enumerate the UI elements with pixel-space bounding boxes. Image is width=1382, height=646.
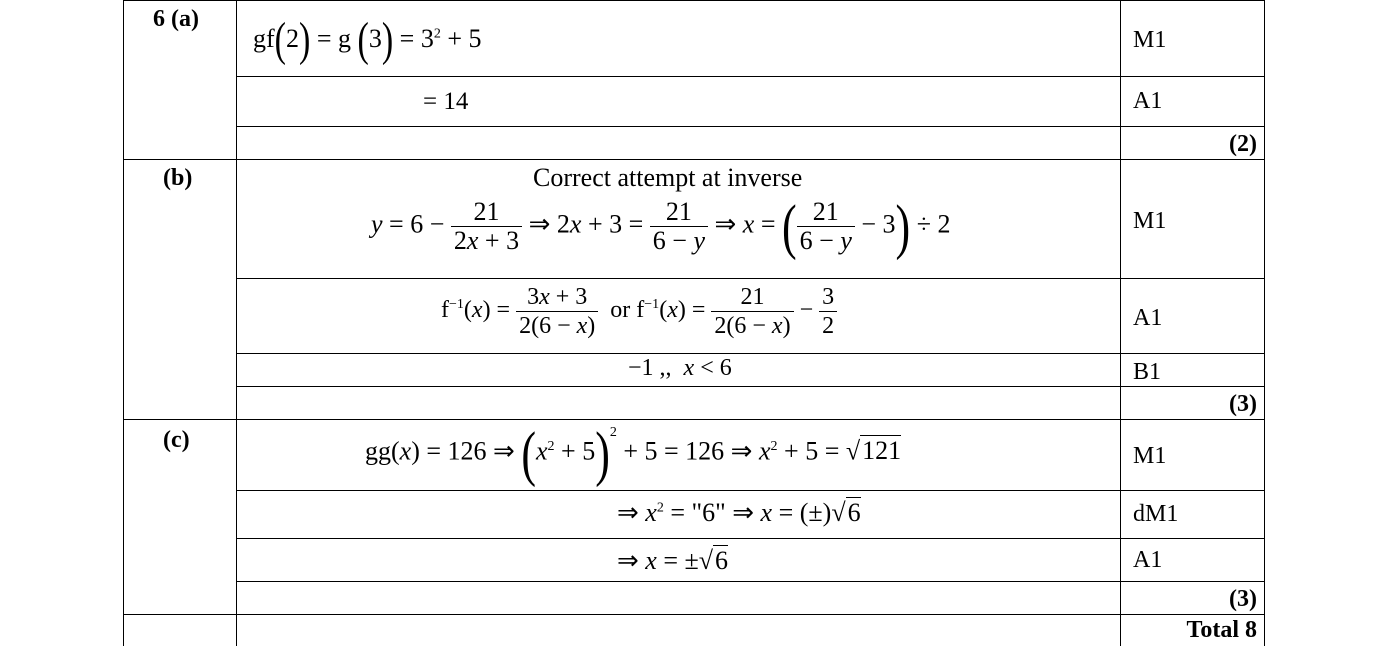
mark-b-2: A1	[1133, 305, 1163, 331]
mark-c-3: A1	[1133, 547, 1163, 573]
row-divider	[236, 386, 1265, 387]
part-c-working-line-3: ⇒ x = ±√6	[617, 546, 729, 575]
part-a-working-line-1: gf(2) = g $(3) = 3^2 + 5$	[253, 14, 482, 67]
mark-a-1: M1	[1133, 27, 1167, 53]
question-total: Total 8	[1186, 617, 1257, 643]
part-c-working-line-1: gg(x) = 126 ⇒ $(x^2 + 5)^2 + 5 = 126$ ⇒ $x^2 + 5 = √121$	[365, 419, 902, 488]
table-divider-question	[236, 0, 237, 646]
row-divider	[236, 278, 1265, 279]
part-b-working-line-3: −1 ,, x < 6	[628, 355, 732, 381]
row-divider	[236, 581, 1265, 582]
row-border-top	[123, 0, 1265, 1]
row-divider	[236, 126, 1265, 127]
or-word: or	[610, 297, 631, 324]
section-divider	[123, 419, 1265, 420]
subtotal-a: (2)	[1229, 131, 1257, 157]
row-divider	[236, 76, 1265, 77]
row-divider	[236, 538, 1265, 539]
question-label-b: (b)	[163, 165, 193, 191]
mark-c-2: dM1	[1133, 501, 1179, 527]
part-c-working-line-2: ⇒ $x^2$ = "6" ⇒ x = (±)√6	[617, 498, 861, 527]
section-divider	[123, 614, 1265, 615]
part-b-working-line-1: y = 6 − $\frac{21}{2x + 3}$ ⇒ 2x + 3 = $\frac{21}{6 - y}$ ⇒ x = ( $\frac{21}{6 - y}$ − 3) ÷ 2	[371, 192, 951, 261]
subtotal-b: (3)	[1229, 391, 1257, 417]
section-divider	[123, 159, 1265, 160]
mark-a-2: A1	[1133, 88, 1163, 114]
subtotal-c: (3)	[1229, 586, 1257, 612]
table-border-left	[123, 0, 124, 646]
question-label-6a: 6 (a)	[153, 6, 199, 32]
table-divider-marks	[1120, 0, 1121, 646]
part-a-working-line-2: = 14	[423, 88, 469, 115]
part-b-heading: Correct attempt at inverse	[533, 163, 803, 192]
question-label-c: (c)	[163, 427, 190, 453]
row-divider	[236, 353, 1265, 354]
part-b-working-line-2: $f^{-1}(x)$ = $\frac{3x + 3}{2(6 - x)}$ or $f^{-1}(x)$ = $\frac{21}{2(6 - x)}$ − $\frac{3}{2}$	[441, 283, 837, 340]
mark-scheme-table	[123, 0, 1265, 646]
table-border-right	[1264, 0, 1265, 646]
mark-b-3: B1	[1133, 359, 1162, 385]
row-divider	[236, 490, 1265, 491]
mark-c-1: M1	[1133, 443, 1167, 469]
mark-b-1: M1	[1133, 208, 1167, 234]
